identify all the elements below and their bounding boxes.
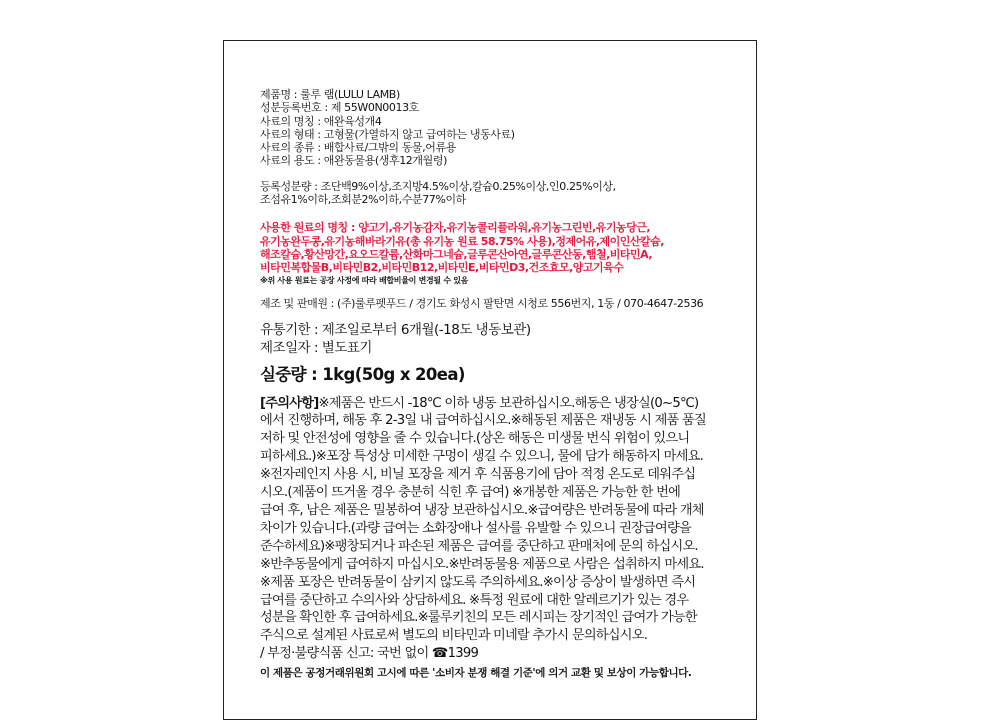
caution-line: ※제품 포장은 반려동물이 삼키지 않도록 주의하세요.※이상 증상이 발생하면 즉시	[260, 574, 696, 590]
ingredients-block	[260, 221, 740, 274]
caution-first-line	[260, 395, 740, 413]
caution-line: 저하 및 안전성에 영향을 줄 수 있습니다.(상온 해동은 미생물 번식 위험이 있으니	[260, 431, 690, 447]
caution-line: 주식으로 설계된 사료로써 별도의 비타민과 미네랄 추가시 문의하십시오.	[260, 628, 648, 644]
ingredients-note: ※위 사용 원료는 공장 사정에 따라 배합비율이 변경될 수 있음	[260, 275, 469, 285]
product-info-block	[260, 88, 740, 168]
composition-line: 등록성분량 : 조단백9%이상,조지방4.5%이상,칼슘0.25%이상,인0.25%이상,	[260, 179, 616, 193]
label-content	[260, 88, 740, 680]
expiry-date: 유통기한 : 제조일로부터 6개월(-18도 냉동보관)	[260, 321, 531, 338]
ingredients-line: 비타민복합물B,비타민B2,비타민B12,비타민E,비타민D3,건조효모,양고기육수	[260, 261, 624, 275]
feed-form: 사료의 형태 : 고형물(가열하지 않고 급여하는 냉동사료)	[260, 127, 515, 141]
caution-line: 급여 후, 남은 제품은 밀봉하여 냉장 보관하십시오.※급여량은 반려동물에 따라 개체	[260, 503, 704, 518]
ingredients-line: 유기농완두콩,유기농해바라기유(총 유기농 원료 58.75% 사용),정제어유,제이인산칼슘,	[260, 234, 664, 248]
caution-line: 시오.(제품이 뜨거울 경우 충분히 식힌 후 급여) ※개봉한 제품은 가능한 한 번에	[260, 485, 681, 501]
caution-line: 차이가 있습니다.(과량 급여는 소화장애나 설사를 유발할 수 있으니 권장급여량을	[260, 520, 692, 536]
exchange-notice: 이 제품은 공정거래위원회 고시에 따른 '소비자 분쟁 해결 기준'에 의거 교환 및 보상이 가능합니다.	[260, 667, 692, 680]
feed-usage: 사료의 용도 : 애완동물용(생후12개월령)	[260, 154, 447, 168]
caution-line: 준수하세요)※팽창되거나 파손된 제품은 급여를 중단하고 판매처에 문의 하십시오.	[260, 538, 698, 554]
caution-line: 피하세요.)※포장 특성상 미세한 구멍이 생길 수 있으니, 물에 담가 해동하지 마세요.	[260, 449, 704, 465]
caution-block	[260, 395, 740, 664]
caution-text: ※제품은 반드시 -18℃ 이하 냉동 보관하십시오.해동은 냉장실(0~5℃)	[318, 395, 699, 411]
product-name: 제품명 : 룰루 램(LULU LAMB)	[260, 88, 400, 101]
caution-line: 에서 진행하며, 해동 후 2-3일 내 급여하십시오.※해동된 제품은 재냉동 시 제품 품질	[260, 413, 706, 429]
caution-line: ※전자레인지 사용 시, 비닐 포장을 제거 후 식품용기에 담아 적정 온도로 데워주십	[260, 467, 696, 483]
net-weight: 실중량 : 1kg(50g x 20ea)	[260, 364, 465, 384]
manufacturer-info: 제조 및 판매원 : (주)룰루펫푸드 / 경기도 화성시 팔탄면 시청로 556번지, 1동 / 070-4647-2536	[260, 296, 704, 310]
registration-number: 성분등록번호 : 제 55W0N0013호	[260, 101, 419, 115]
feed-name: 사료의 명칭 : 애완육성개4	[260, 114, 382, 128]
product-label-box	[223, 40, 757, 720]
ingredients-line: 사용한 원료의 명칭 : 양고기,유기농감자,유기농콜리플라워,유기농그린빈,유기농당근,	[260, 221, 651, 235]
caution-line: 급여를 중단하고 수의사와 상담하세요. ※특정 원료에 대한 알레르기가 있는 경우	[260, 592, 689, 608]
manufacture-date: 제조일자 : 별도표기	[260, 339, 372, 356]
caution-line: 성분을 확인한 후 급여하세요.※룰루키친의 모든 레시피는 장기적인 급여가 가능한	[260, 610, 697, 626]
feed-type: 사료의 종류 : 배합사료/그밖의 동물,어류용	[260, 141, 456, 155]
composition-block	[260, 180, 740, 207]
caution-line: ※반추동물에게 급여하지 마십시오.※반려동물용 제품으로 사람은 섭취하지 마세요.	[260, 556, 704, 572]
ingredients-line: 해조칼슘,황산망간,요오드칼륨,산화마그네슘,글루콘산아연,글루콘산동,햄철,비타민A,	[260, 247, 653, 261]
composition-line: 조섬유1%이하,조회분2%이하,수분77%이하	[260, 193, 466, 207]
caution-title: [주의사항]	[260, 395, 319, 411]
report-hotline: / 부정·불량식품 신고: 국번 없이 ☎1399	[260, 646, 479, 662]
